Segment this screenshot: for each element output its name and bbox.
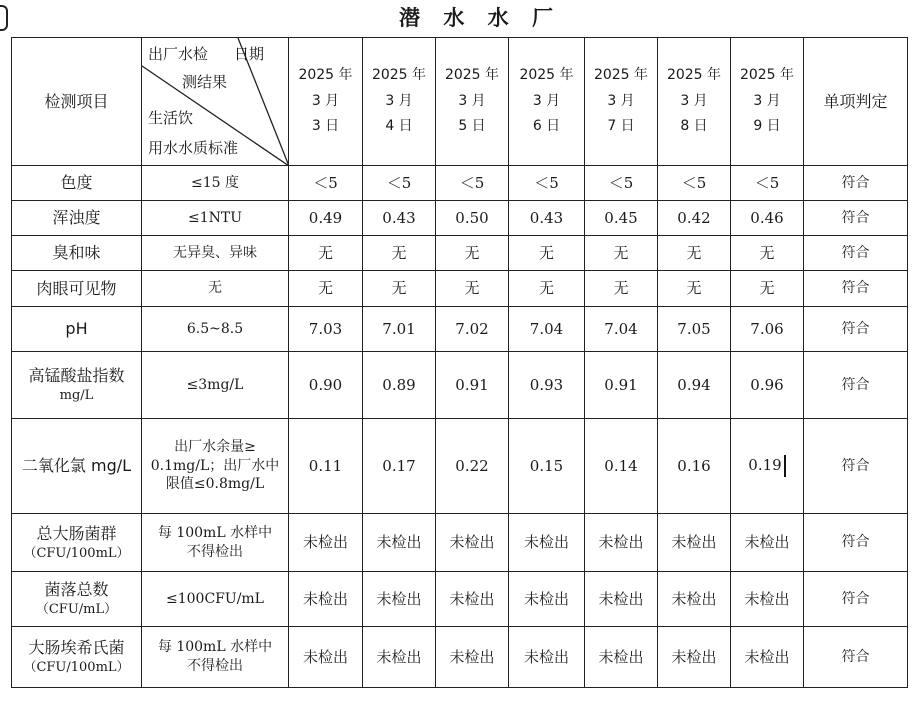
table-row <box>12 572 908 627</box>
item-line: 高锰酸盐指数 <box>28 366 125 386</box>
value-cell <box>363 352 436 419</box>
table-row <box>12 271 908 307</box>
value-text: 0.91 <box>604 375 638 394</box>
value-cell <box>289 572 363 627</box>
left-bracket-mark <box>0 5 8 31</box>
value-cell <box>436 271 509 307</box>
page-title: 潜 水 水 厂 <box>399 6 561 30</box>
value-cell <box>658 419 731 514</box>
value-text: 0.89 <box>382 375 416 394</box>
value-text: 未检出 <box>744 647 790 666</box>
value-cell <box>731 307 804 352</box>
value-text: 0.45 <box>604 208 638 227</box>
table-row <box>12 166 908 201</box>
value-text: 0.43 <box>382 208 416 227</box>
value-text: ＜5 <box>754 173 780 192</box>
value-cell <box>585 271 658 307</box>
value-text: 无 <box>686 279 702 298</box>
value-cell <box>289 514 363 572</box>
standard-line: 限值≤0.8mg/L <box>165 476 265 493</box>
value-text: 无 <box>759 243 775 262</box>
date-col-7: 2025 年 3 月 9 日 <box>731 38 804 166</box>
value-cell <box>658 201 731 236</box>
value-text: ＜5 <box>313 173 338 192</box>
standard-line: ≤15 度 <box>191 174 239 191</box>
value-text: 0.93 <box>529 375 564 394</box>
value-text: 0.49 <box>308 208 343 227</box>
value-text: 无 <box>613 279 629 298</box>
judge-cell: 符合 <box>804 236 908 271</box>
item-line: 浑浊度 <box>52 208 101 228</box>
value-text: 未检出 <box>449 647 495 666</box>
value-cell <box>436 572 509 627</box>
value-cell <box>289 271 363 307</box>
value-text: 0.14 <box>604 456 638 475</box>
diag-top-right: 日期 <box>234 45 265 63</box>
value-cell <box>731 271 804 307</box>
value-text: 无 <box>613 243 629 262</box>
value-cell <box>658 572 731 627</box>
standard-line: 出厂水余量≥ <box>174 438 256 455</box>
standard-line: 无 <box>208 280 222 297</box>
value-text: 0.22 <box>455 456 489 475</box>
item-cell <box>12 201 142 236</box>
value-cell <box>585 572 658 627</box>
value-cell <box>363 572 436 627</box>
value-text: 无 <box>464 279 480 298</box>
value-cell <box>585 201 658 236</box>
item-line: 臭和味 <box>52 243 101 263</box>
value-cell <box>289 627 363 688</box>
value-cell <box>363 166 436 201</box>
judge-cell: 符合 <box>804 572 908 627</box>
value-text: 未检出 <box>523 647 569 666</box>
value-text: 7.01 <box>382 319 416 338</box>
item-line: 色度 <box>60 173 93 193</box>
value-text: 未检出 <box>598 589 644 608</box>
value-text: ＜5 <box>534 173 559 192</box>
value-text: 0.90 <box>308 375 343 394</box>
value-text: ＜5 <box>459 173 485 192</box>
value-cell <box>363 307 436 352</box>
value-cell <box>509 201 585 236</box>
value-cell <box>658 271 731 307</box>
table-row <box>12 201 908 236</box>
item-cell <box>12 307 142 352</box>
value-text: 0.94 <box>677 375 711 394</box>
header-diagonal-cell <box>142 38 289 166</box>
value-text: 0.91 <box>455 375 489 394</box>
value-text: 无 <box>464 243 480 262</box>
value-text: 未检出 <box>302 647 348 666</box>
judge-cell: 符合 <box>804 307 908 352</box>
pen-mark <box>784 455 786 477</box>
standard-cell <box>142 201 289 236</box>
value-text: 7.04 <box>529 319 564 338</box>
value-text: 未检出 <box>598 647 644 666</box>
value-text: 无 <box>317 243 333 262</box>
value-cell <box>731 627 804 688</box>
standard-cell <box>142 352 289 419</box>
table-row <box>12 514 908 572</box>
value-cell <box>585 307 658 352</box>
item-line: 肉眼可见物 <box>36 278 117 298</box>
value-cell <box>585 352 658 419</box>
value-cell <box>509 352 585 419</box>
judge-cell: 符合 <box>804 166 908 201</box>
table-row <box>12 419 908 514</box>
date-col-6: 2025 年 3 月 8 日 <box>658 38 731 166</box>
value-text: 0.46 <box>750 208 784 227</box>
value-cell <box>658 307 731 352</box>
value-cell <box>731 419 804 514</box>
value-text: ＜5 <box>608 173 634 192</box>
value-text: 未检出 <box>744 589 790 608</box>
value-text: 0.43 <box>529 208 564 227</box>
standard-cell <box>142 419 289 514</box>
value-cell <box>289 236 363 271</box>
value-cell <box>509 307 585 352</box>
value-cell <box>585 627 658 688</box>
value-cell <box>289 307 363 352</box>
standard-cell <box>142 236 289 271</box>
standard-cell <box>142 166 289 201</box>
value-cell <box>658 166 731 201</box>
standard-cell <box>142 627 289 688</box>
value-cell <box>436 514 509 572</box>
table-row <box>12 352 908 419</box>
value-text: 未检出 <box>523 533 569 552</box>
item-cell <box>12 572 142 627</box>
value-text: 无 <box>317 279 333 298</box>
diag-top-left: 出厂水检 <box>148 45 209 63</box>
item-line: mg/L <box>59 388 94 404</box>
value-text: 0.96 <box>750 375 784 394</box>
value-text: 无 <box>686 243 702 262</box>
standard-cell <box>142 307 289 352</box>
item-line: 菌落总数 <box>44 580 109 600</box>
value-text: 0.50 <box>455 208 489 227</box>
value-cell <box>509 271 585 307</box>
header-row <box>12 38 908 166</box>
date-col-3: 2025 年 3 月 5 日 <box>436 38 509 166</box>
value-cell <box>731 236 804 271</box>
value-text: 未检出 <box>449 589 495 608</box>
value-text: 未检出 <box>671 533 717 552</box>
value-cell <box>731 166 804 201</box>
value-cell <box>363 419 436 514</box>
item-line: 大肠埃希氏菌 <box>28 638 125 658</box>
diag-bottom-1: 生活饮 <box>148 109 194 127</box>
value-cell <box>509 627 585 688</box>
value-text: 未检出 <box>302 533 348 552</box>
value-cell <box>289 419 363 514</box>
value-text: 0.17 <box>382 456 416 475</box>
standard-line: 0.1mg/L；出厂水中 <box>150 457 280 474</box>
item-line: pH <box>65 319 88 339</box>
standard-cell <box>142 514 289 572</box>
table-row <box>12 236 908 271</box>
value-text: 0.16 <box>677 456 711 475</box>
value-cell <box>436 352 509 419</box>
value-text: 0.42 <box>677 208 711 227</box>
value-text: 未检出 <box>376 647 422 666</box>
value-text: ＜5 <box>681 173 707 192</box>
value-cell <box>509 572 585 627</box>
standard-line: 每 100mL 水样中 <box>157 639 273 656</box>
value-cell <box>289 201 363 236</box>
value-text: 未检出 <box>744 533 790 552</box>
value-cell <box>363 271 436 307</box>
value-text: 未检出 <box>671 647 717 666</box>
standard-cell <box>142 271 289 307</box>
water-quality-table <box>11 37 908 688</box>
value-cell <box>585 419 658 514</box>
value-text: 无 <box>538 279 554 298</box>
item-cell <box>12 352 142 419</box>
value-text: ＜5 <box>386 173 412 192</box>
table-row <box>12 627 908 688</box>
standard-line: ≤100CFU/mL <box>166 590 264 607</box>
value-cell <box>436 627 509 688</box>
value-text: 未检出 <box>376 533 422 552</box>
item-cell <box>12 419 142 514</box>
value-cell <box>731 514 804 572</box>
value-cell <box>436 166 509 201</box>
value-text: 0.11 <box>308 456 343 475</box>
item-cell <box>12 627 142 688</box>
value-cell <box>509 166 585 201</box>
item-cell <box>12 166 142 201</box>
item-line: 二氧化氯 mg/L <box>21 456 132 476</box>
value-cell <box>436 307 509 352</box>
item-cell <box>12 236 142 271</box>
value-text: 无 <box>391 279 407 298</box>
value-cell <box>436 236 509 271</box>
item-line: （CFU/100mL） <box>23 660 130 676</box>
value-cell <box>585 166 658 201</box>
value-cell <box>436 201 509 236</box>
value-cell <box>436 419 509 514</box>
item-line: （CFU/mL） <box>35 602 118 618</box>
value-cell <box>731 352 804 419</box>
value-text: 未检出 <box>302 589 348 608</box>
value-cell <box>731 572 804 627</box>
value-cell <box>731 201 804 236</box>
value-text: 无 <box>391 243 407 262</box>
value-cell <box>509 419 585 514</box>
judge-cell: 符合 <box>804 514 908 572</box>
standard-line: ≤3mg/L <box>186 376 244 393</box>
value-cell <box>658 236 731 271</box>
value-cell <box>658 627 731 688</box>
value-text: 0.15 <box>529 456 564 475</box>
value-text: 7.03 <box>308 319 343 338</box>
value-cell <box>509 514 585 572</box>
value-text: 未检出 <box>598 533 644 552</box>
standard-line: 无异臭、异味 <box>173 244 257 261</box>
standard-line: 不得检出 <box>187 658 243 674</box>
value-text: 无 <box>538 243 554 262</box>
date-col-2: 2025 年 3 月 4 日 <box>363 38 436 166</box>
value-text: 未检出 <box>449 533 495 552</box>
value-cell <box>658 514 731 572</box>
item-line: 总大肠菌群 <box>36 523 117 543</box>
value-cell <box>363 201 436 236</box>
header-judge-label: 单项判定 <box>804 38 908 166</box>
judge-cell: 符合 <box>804 627 908 688</box>
value-cell <box>509 236 585 271</box>
value-text: 0.19 <box>748 456 782 474</box>
standard-cell <box>142 572 289 627</box>
value-cell <box>289 166 363 201</box>
diag-mid: 测结果 <box>182 73 228 91</box>
value-cell <box>363 236 436 271</box>
item-line: （CFU/100mL） <box>23 545 130 561</box>
table-row <box>12 307 908 352</box>
date-col-1: 2025 年 3 月 3 日 <box>289 38 363 166</box>
standard-line: ≤1NTU <box>187 209 243 226</box>
judge-cell: 符合 <box>804 271 908 307</box>
judge-cell: 符合 <box>804 201 908 236</box>
date-col-4: 2025 年 3 月 6 日 <box>509 38 585 166</box>
value-cell <box>363 627 436 688</box>
header-item-label: 检测项目 <box>12 38 142 166</box>
value-text: 未检出 <box>376 589 422 608</box>
value-cell <box>289 352 363 419</box>
date-col-5: 2025 年 3 月 7 日 <box>585 38 658 166</box>
value-text: 无 <box>759 279 775 298</box>
value-cell <box>658 352 731 419</box>
judge-cell: 符合 <box>804 352 908 419</box>
value-cell <box>585 514 658 572</box>
item-cell <box>12 514 142 572</box>
value-cell <box>363 514 436 572</box>
value-cell <box>585 236 658 271</box>
value-text: 7.05 <box>677 319 711 338</box>
value-text: 未检出 <box>523 589 569 608</box>
value-text: 7.06 <box>750 319 784 338</box>
value-text: 7.02 <box>455 319 489 338</box>
standard-line: 6.5~8.5 <box>186 320 244 337</box>
diag-bottom-2: 用水水质标准 <box>148 139 239 157</box>
judge-cell: 符合 <box>804 419 908 514</box>
standard-line: 不得检出 <box>187 543 243 560</box>
value-text: 7.04 <box>604 319 638 338</box>
standard-line: 每 100mL 水样中 <box>157 524 273 541</box>
item-cell <box>12 271 142 307</box>
value-text: 未检出 <box>671 589 717 608</box>
